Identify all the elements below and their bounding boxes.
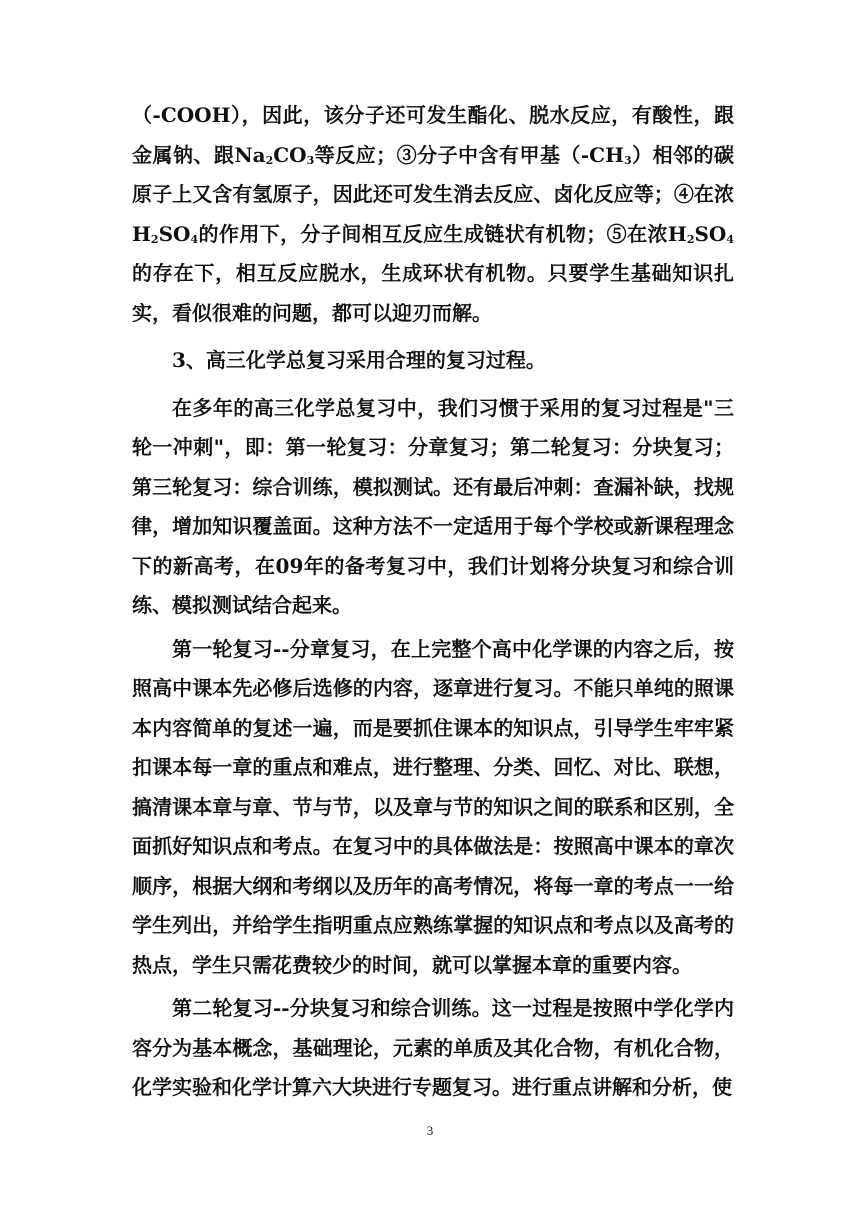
- subscript: 3: [306, 153, 315, 167]
- text-run: 等反应；③分子中含有甲基（-CH: [314, 142, 624, 167]
- subscript: 2: [150, 232, 159, 246]
- text-run: 的存在下，相互反应脱水，生成环状有机物。只要学生基础知识扎实，看似很难的问题，都可以迎刃而解。: [132, 261, 734, 325]
- paragraph-review-process: 在多年的高三化学总复习中，我们习惯于采用的复习过程是"三轮一冲刺"，即：第一轮复习：分章复习；第二轮复习：分块复习；第三轮复习：综合训练，模拟测试。还有最后冲刺：查漏补缺，找规律，增加知识覆盖面。这种方法不一定适用于每个学校或新课程理念下的新高考，在09年的备考复习中，我们计划将分块复习和综合训练、模拟测试结合起来。: [132, 395, 734, 617]
- paragraph-second-round: 第二轮复习--分块复习和综合训练。这一过程是按照中学化学内容分为基本概念，基础理论，元素的单质及其化合物，有机化合物，化学实验和化学计算六大块进行专题复习。进行重点讲解和分析，使: [132, 996, 734, 1099]
- subscript: 2: [686, 232, 695, 246]
- page-number: 3: [426, 1123, 434, 1138]
- subscript: 4: [726, 232, 734, 246]
- text-run: 的作用下，分子间相互反应生成链状有机物；⑤在浓H: [198, 221, 687, 246]
- text-run: SO: [694, 221, 727, 246]
- text-run: SO: [158, 221, 191, 246]
- subscript: 4: [190, 232, 199, 246]
- text-run: CO: [273, 142, 307, 167]
- section-heading: 3、高三化学总复习采用合理的复习过程。: [172, 348, 546, 372]
- subscript: 2: [265, 153, 274, 167]
- subscript: 3: [623, 153, 632, 167]
- paragraph-continued: [132, 96, 734, 333]
- text-run: （-COOH），因此，该分子还可发生酯化、脱水反应，有酸性，跟金属钠、跟Na: [132, 103, 734, 167]
- text-run: ）相邻的碳原子上又含有氢原子，因此还可发生消去反应、卤化反应等；④在浓H: [132, 142, 734, 246]
- paragraph-first-round: 第一轮复习--分章复习，在上完整个高中化学课的内容之后，按照高中课本先必修后选修的内容，逐章进行复习。不能只单纯的照课本内容简单的复述一遍，而是要抓住课本的知识点，引导学生牢牢紧扣课本每一章的重点和难点，进行整理、分类、回忆、对比、联想，搞清课本章与章、节与节，以及章与节的知识之间的联系和区别，全面抓好知识点和考点。在复习中的具体做法是：按照高中课本的章次顺序，根据大纲和考纲以及历年的高考情况，将每一章的考点一一给学生列出，并给学生指明重点应熟练掌握的知识点和考点以及高考的热点，学生只需花费较少的时间，就可以掌握本章的重要内容。: [132, 636, 734, 977]
- document-body: [132, 96, 734, 1108]
